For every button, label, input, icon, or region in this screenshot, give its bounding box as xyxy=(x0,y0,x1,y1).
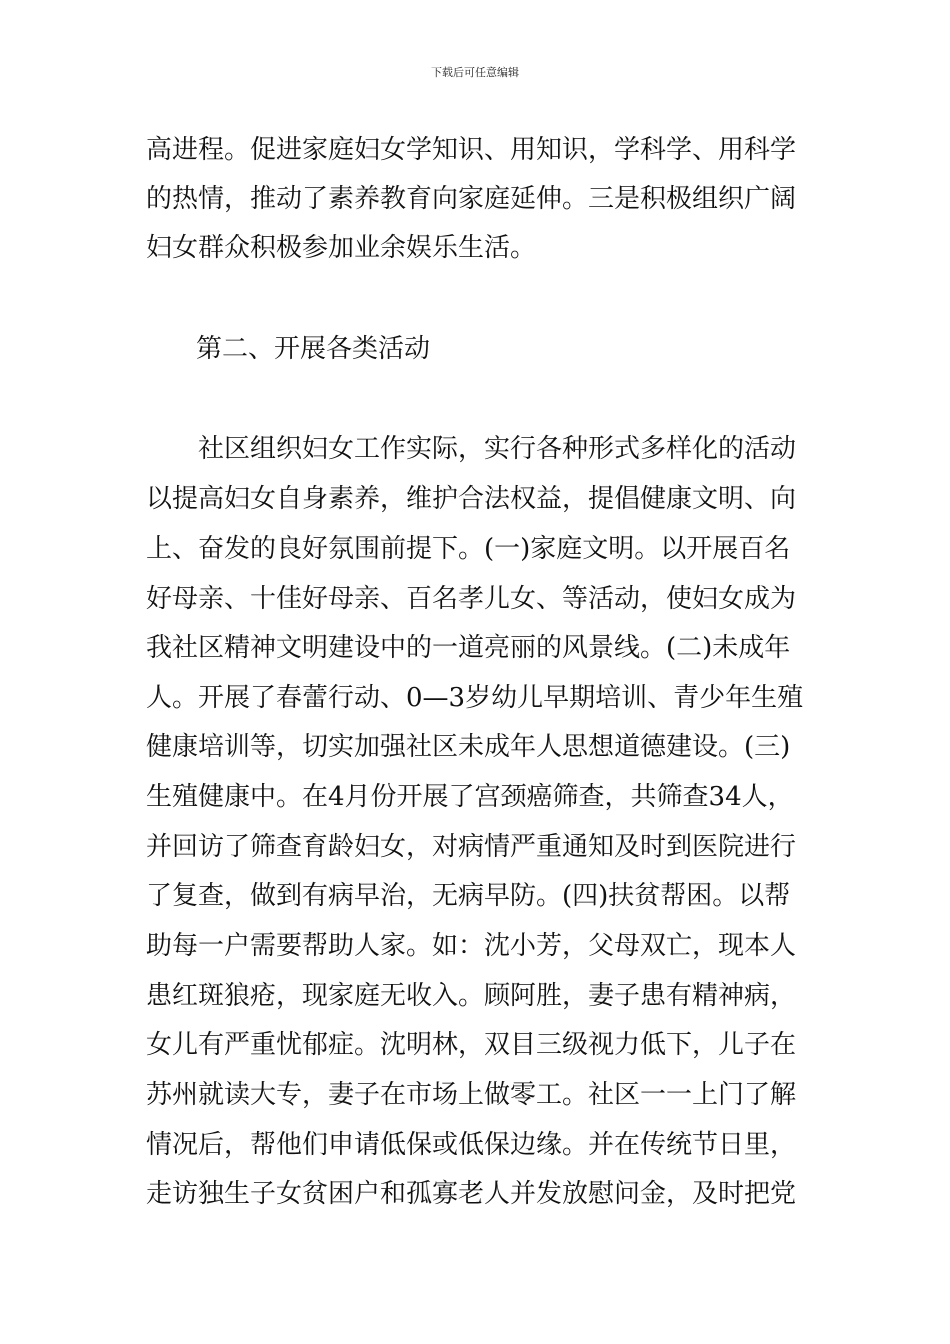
paragraph-line: 并回访了筛查育龄妇女，对病情严重通知及时到医院进行 xyxy=(146,832,797,862)
paragraph-line: 苏州就读大专，妻子在市场上做零工。社区一一上门了解 xyxy=(146,1080,797,1110)
paragraph-line: 患红斑狼疮，现家庭无收入。顾阿胜，妻子患有精神病， xyxy=(146,981,797,1011)
paragraph-line: 生殖健康中。在4月份开展了宫颈癌筛查，共筛查34人， xyxy=(146,782,794,812)
paragraph-line: 妇女群众积极参加业余娱乐生活。 xyxy=(146,233,537,263)
paragraph-line: 以提高妇女自身素养，维护合法权益，提倡健康文明、向 xyxy=(146,484,797,514)
paragraph-line: 助每一户需要帮助人家。如：沈小芳，父母双亡，现本人 xyxy=(146,931,797,961)
paragraph-line: 健康培训等，切实加强社区未成年人思想道德建设。(三) xyxy=(146,732,791,762)
paragraph-line: 人。开展了春蕾行动、0—3岁幼儿早期培训、青少年生殖 xyxy=(146,683,804,713)
paragraph-line: 高进程。促进家庭妇女学知识、用知识，学科学、用科学 xyxy=(146,135,797,165)
section-heading: 第二、开展各类活动 xyxy=(196,334,431,364)
paragraph-line: 的热情，推动了素养教育向家庭延伸。三是积极组织广阔 xyxy=(146,184,797,214)
paragraph-line: 好母亲、十佳好母亲、百名孝儿女、等活动，使妇女成为 xyxy=(146,584,797,614)
paragraph-line: 情况后，帮他们申请低保或低保边缘。并在传统节日里， xyxy=(146,1130,797,1160)
paragraph-line: 我社区精神文明建设中的一道亮丽的风景线。(二)未成年 xyxy=(146,633,791,663)
paragraph-line: 上、奋发的良好氛围前提下。(一)家庭文明。以开展百名 xyxy=(146,534,791,564)
paragraph-line: 女儿有严重忧郁症。沈明林，双目三级视力低下，儿子在 xyxy=(146,1030,797,1060)
paragraph-line: 社区组织妇女工作实际，实行各种形式多样化的活动 xyxy=(146,434,797,464)
paragraph-line: 走访独生子女贫困户和孤寡老人并发放慰问金，及时把党 xyxy=(146,1179,797,1209)
paragraph-line: 了复查，做到有病早治，无病早防。(四)扶贫帮困。以帮 xyxy=(146,881,791,911)
page-header-caption: 下载后可任意编辑 xyxy=(431,66,519,79)
